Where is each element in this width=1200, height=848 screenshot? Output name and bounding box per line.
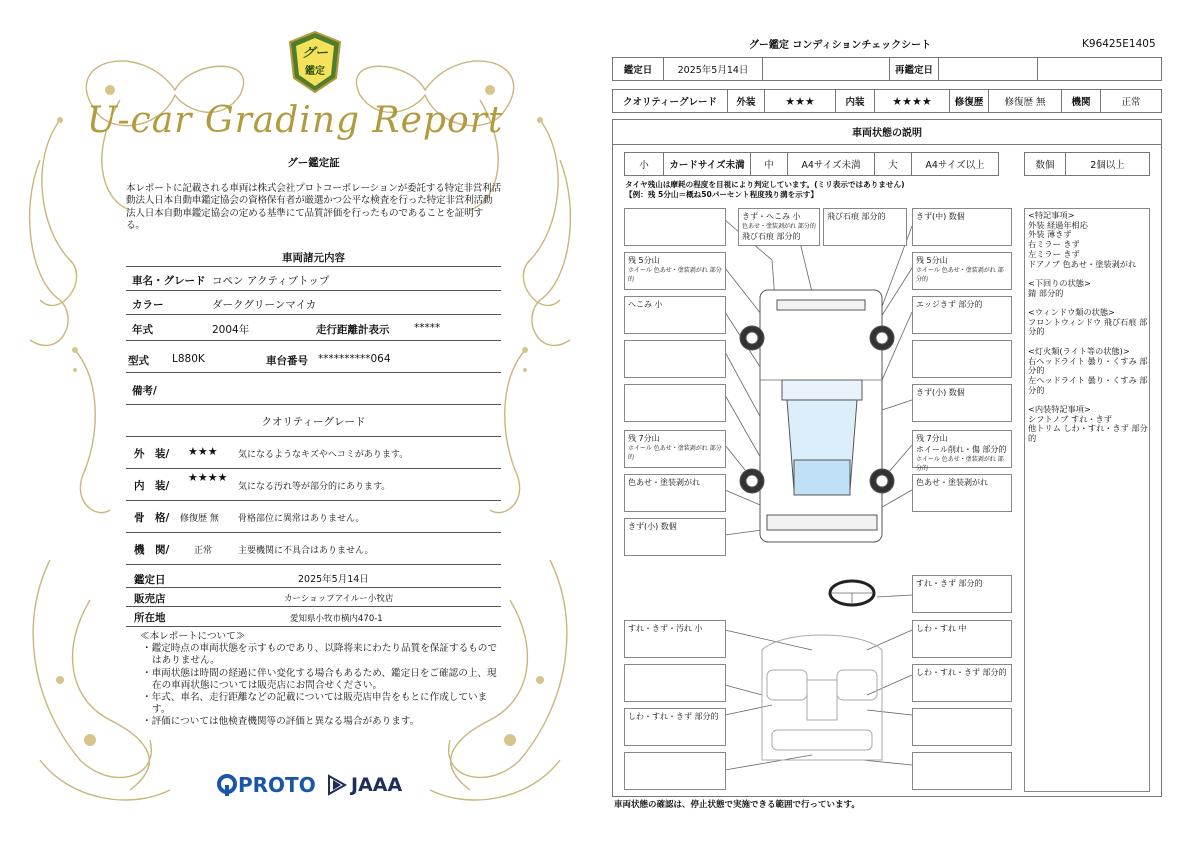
grade-row-frame bbox=[126, 501, 501, 533]
box-text: 飛び石痕 部分的 bbox=[742, 232, 801, 241]
ext-value-cell: ★★★ bbox=[764, 89, 836, 113]
shop-value: カーショップアイルー小牧店 bbox=[284, 594, 394, 604]
color-label: カラー bbox=[132, 299, 164, 311]
condition-box: すれ・きず 部分的 bbox=[912, 575, 1012, 613]
condition-box: 飛び石痕 部分的 bbox=[823, 208, 907, 246]
condition-box bbox=[912, 752, 1012, 790]
size-large-desc-cell: A4サイズ以上 bbox=[911, 152, 999, 176]
interior-label: 内 装/ bbox=[134, 480, 170, 492]
box-text: 残 5分山 bbox=[628, 256, 660, 265]
condition-box bbox=[912, 340, 1012, 378]
condition-box bbox=[624, 430, 726, 468]
notes-heading: ≪本レポートについて≫ bbox=[140, 631, 246, 642]
grade-row-exterior bbox=[126, 437, 501, 469]
blank-cell bbox=[1037, 57, 1162, 81]
goo-appraisal-badge bbox=[286, 30, 344, 94]
condition-box: 色あせ・塗装剥がれ bbox=[912, 474, 1012, 512]
remark-line: ドアノブ 色あせ・塗装剥がれ bbox=[1028, 258, 1137, 269]
box-subtext: ホイール 色あせ・塗装剥がれ 部分的 bbox=[916, 456, 1004, 472]
remark-line: <下回りの状態> bbox=[1028, 277, 1091, 288]
condition-box bbox=[624, 664, 726, 702]
repair-value-cell: 修復歴 無 bbox=[988, 89, 1062, 113]
condition-box bbox=[624, 252, 726, 290]
box-subtext: ホイール 色あせ・塗装剥がれ 部分的 bbox=[628, 445, 722, 461]
interior-text: 気になる汚れ等が部分的にあります。 bbox=[238, 482, 391, 492]
engine-text: 主要機関に不具合はありません。 bbox=[238, 546, 374, 556]
condition-box bbox=[912, 430, 1012, 472]
tire-note-line: 【例：残 5分山＝概ね50パーセント程度残り溝を示す】 bbox=[625, 190, 818, 199]
count-desc-cell: 2個以上 bbox=[1065, 152, 1150, 176]
box-text: 残 7分山 bbox=[916, 434, 948, 443]
certificate-intro: 本レポートに記載される車両は株式会社プロトコーポレーションが委託する特定非営利活動法人日本自動車鑑定協会の資格保有者が厳選かつ公平な検査を行った特定非営利活動法人日本自動車鑑定協会の定める基準にて品質評価を行ったものであることを証明する。 bbox=[126, 183, 501, 232]
shop-label: 販売店 bbox=[134, 593, 166, 605]
badge-bottom-text: 鑑定 bbox=[305, 66, 325, 77]
spec-row-model bbox=[126, 341, 501, 373]
tire-note bbox=[625, 180, 905, 200]
spec-row-name bbox=[126, 267, 501, 291]
year-label: 年式 bbox=[132, 324, 153, 336]
remark-line: 錆 部分的 bbox=[1028, 287, 1064, 298]
remark-line: 他トリム しわ・すれ・きず 部分的 bbox=[1028, 423, 1148, 444]
condition-box: 色あせ・塗装剥がれ bbox=[624, 474, 726, 512]
date-label: 鑑定日 bbox=[134, 574, 166, 586]
qg-label-cell: クオリティーグレード bbox=[612, 89, 728, 113]
remark-line: <ウィンドウ類の状態> bbox=[1028, 307, 1115, 317]
note-item: ・評価については他検査機関等の評価と異なる場合があります。 bbox=[142, 716, 420, 728]
grade-row-interior bbox=[126, 469, 501, 501]
int-value-cell: ★★★★ bbox=[874, 89, 950, 113]
condition-box: しわ・すれ 中 bbox=[912, 620, 1012, 658]
remark-line: <特記事項> bbox=[1028, 210, 1075, 220]
exterior-stars: ★★★ bbox=[188, 445, 218, 458]
repair-label-cell: 修復歴 bbox=[949, 89, 989, 113]
interior-stars: ★★★★ bbox=[188, 471, 228, 484]
remark-line: 右ヘッドライト 曇り・くすみ 部分的 bbox=[1028, 355, 1148, 376]
box-subtext: ホイール 色あせ・塗装剥がれ 部分的 bbox=[916, 267, 1004, 283]
year-value: 2004年 bbox=[212, 324, 250, 336]
proto-mark-icon bbox=[216, 773, 238, 797]
model-label: 型式 bbox=[128, 355, 149, 367]
jaaa-logo-text: JAAA bbox=[351, 774, 403, 796]
note-item: ・車両状態は時間の経過に伴い変化する場合もあるため、鑑定日をご確認の上、現在の車両状態については販売店にお問合せください。 bbox=[142, 667, 497, 691]
condition-box bbox=[624, 208, 726, 246]
size-large-cell: 大 bbox=[874, 152, 912, 176]
engine-value-cell: 正常 bbox=[1100, 89, 1162, 113]
blank-cell bbox=[762, 57, 890, 81]
specs-heading: 車両諸元内容 bbox=[282, 252, 345, 264]
report-title: U-car Grading Report bbox=[86, 100, 504, 141]
condition-box: すれ・きず・汚れ 小 bbox=[624, 620, 726, 658]
address-row bbox=[126, 607, 501, 627]
remark-line: 外装 薄きず bbox=[1028, 229, 1072, 240]
sheet-code: K96425E1405 bbox=[1082, 38, 1156, 50]
grade-row-engine bbox=[126, 533, 501, 565]
note-text: 評価については他検査機関等の評価と異なる場合があります。 bbox=[151, 716, 420, 728]
remark-line: 左ヘッドライト 曇り・くすみ 部分的 bbox=[1028, 374, 1148, 395]
spec-row-year bbox=[126, 315, 501, 341]
condition-box: エッジきず 部分的 bbox=[912, 296, 1012, 334]
date-row bbox=[126, 567, 501, 588]
remarks-label: 備考/ bbox=[132, 385, 157, 397]
frame-label: 骨 格/ bbox=[134, 512, 170, 524]
note-text: 車両状態は時間の経過に伴い変化する場合もあるため、鑑定日をご確認の上、現在の車両状態については販売店にお問合せください。 bbox=[151, 667, 497, 691]
remark-line: フロントウィンドウ 飛び石痕 部分的 bbox=[1028, 316, 1148, 337]
address-label: 所在地 bbox=[134, 612, 166, 624]
mileage-label: 走行距離計表示 bbox=[316, 324, 390, 336]
size-small-cell: 小 bbox=[624, 152, 664, 176]
condition-box bbox=[624, 384, 726, 422]
proto-logo bbox=[216, 772, 316, 798]
size-mid-desc-cell: A4サイズ未満 bbox=[787, 152, 875, 176]
name-label: 車名・グレード bbox=[132, 275, 206, 287]
condition-box: きず(小) 数個 bbox=[624, 518, 726, 556]
engine-value: 正常 bbox=[194, 546, 213, 556]
spec-row-color bbox=[126, 291, 501, 315]
redate-label-cell: 再鑑定日 bbox=[889, 57, 939, 81]
chassis-value: **********064 bbox=[318, 353, 391, 365]
condition-box: きず(小) 数個 bbox=[912, 384, 1012, 422]
size-small-desc-cell: カードサイズ未満 bbox=[663, 152, 751, 176]
condition-box bbox=[738, 208, 820, 246]
condition-box: しわ・すれ・きず 部分的 bbox=[624, 708, 726, 746]
report-notes bbox=[140, 631, 500, 729]
condition-box bbox=[624, 340, 726, 378]
address-value: 愛知県小牧市横内470-1 bbox=[290, 614, 383, 624]
explain-title: 車両状態の説明 bbox=[612, 119, 1162, 145]
condition-box bbox=[624, 752, 726, 790]
remark-line: 左ミラー きず bbox=[1028, 248, 1080, 259]
box-text: 残 7分山 bbox=[628, 434, 660, 443]
mileage-value: ***** bbox=[414, 322, 441, 334]
size-mid-cell: 中 bbox=[750, 152, 788, 176]
note-item: ・鑑定時点の車両状態を示すものであり、以降将来にわたり品質を保証するものではありません。 bbox=[142, 643, 497, 667]
proto-logo-text: PROTO bbox=[238, 773, 316, 797]
date-label-cell: 鑑定日 bbox=[612, 57, 664, 81]
spec-row-remarks bbox=[126, 373, 501, 405]
box-subtext: ホイール 色あせ・塗装剥がれ 部分的 bbox=[628, 267, 722, 283]
remark-line: 右ミラー きず bbox=[1028, 239, 1080, 250]
condition-box bbox=[912, 708, 1012, 746]
remark-line: <灯火類(ライト等の状態)> bbox=[1028, 345, 1130, 356]
jaaa-mark-icon bbox=[326, 773, 348, 797]
note-text: 年式、車名、走行距離などの記載については販売店申告をもとに作成しています。 bbox=[151, 692, 488, 716]
chassis-label: 車台番号 bbox=[266, 355, 308, 367]
exterior-text: 気になるようなキズやヘコミがあります。 bbox=[238, 450, 409, 460]
condition-box: しわ・すれ・きず 部分的 bbox=[912, 664, 1012, 702]
tire-note-line: タイヤ残山は摩耗の程度を目視により判定しています。(ミリ表示ではありません) bbox=[625, 180, 905, 189]
certificate-subtitle: グー鑑定証 bbox=[287, 157, 340, 169]
redate-value-cell bbox=[938, 57, 1038, 81]
int-label-cell: 内装 bbox=[835, 89, 875, 113]
jaaa-logo bbox=[326, 772, 402, 798]
engine-label-cell: 機関 bbox=[1061, 89, 1101, 113]
engine-label: 機 関/ bbox=[134, 544, 170, 556]
remark-line: <内装特記事項> bbox=[1028, 404, 1091, 414]
box-text: ホイール削れ・傷 部分的 bbox=[916, 445, 1007, 454]
box-text: 残 5分山 bbox=[916, 256, 948, 265]
condition-box: へこみ 小 bbox=[624, 296, 726, 334]
name-value: コペン アクティブトップ bbox=[212, 275, 330, 287]
count-label-cell: 数個 bbox=[1024, 152, 1066, 176]
special-remarks bbox=[1028, 211, 1150, 444]
quality-heading: クオリティーグレード bbox=[261, 416, 366, 428]
box-text: きず・へこみ 小 bbox=[742, 212, 801, 221]
condition-box: きず(中) 数個 bbox=[912, 208, 1012, 246]
remark-line: シフトノブ すれ・きず bbox=[1028, 413, 1112, 424]
frame-text: 骨格部位に異常はありません。 bbox=[238, 514, 365, 524]
note-item: ・年式、車名、走行距離などの記載については販売店申告をもとに作成しています。 bbox=[142, 692, 488, 716]
shop-row bbox=[126, 588, 501, 607]
date-value-cell: 2025年5月14日 bbox=[663, 57, 763, 81]
badge-top-text: グー bbox=[301, 46, 328, 61]
box-subtext: 色あせ・塗装剥がれ 部分的 bbox=[742, 223, 816, 230]
model-value: L880K bbox=[172, 353, 205, 365]
remark-line: 外装 経過年相応 bbox=[1028, 219, 1088, 230]
ext-label-cell: 外装 bbox=[727, 89, 765, 113]
exterior-label: 外 装/ bbox=[134, 448, 170, 460]
date-value: 2025年5月14日 bbox=[298, 574, 369, 585]
note-text: 鑑定時点の車両状態を示すものであり、以降将来にわたり品質を保証するものではありません。 bbox=[151, 643, 497, 667]
sheet-footer: 車両状態の確認は、停止状態で実施できる範囲で行っています。 bbox=[614, 800, 860, 810]
condition-box bbox=[912, 252, 1012, 290]
sheet-title: グー鑑定 コンディションチェックシート bbox=[748, 40, 932, 51]
frame-value: 修復歴 無 bbox=[180, 514, 219, 524]
color-value: ダークグリーンマイカ bbox=[212, 299, 317, 311]
